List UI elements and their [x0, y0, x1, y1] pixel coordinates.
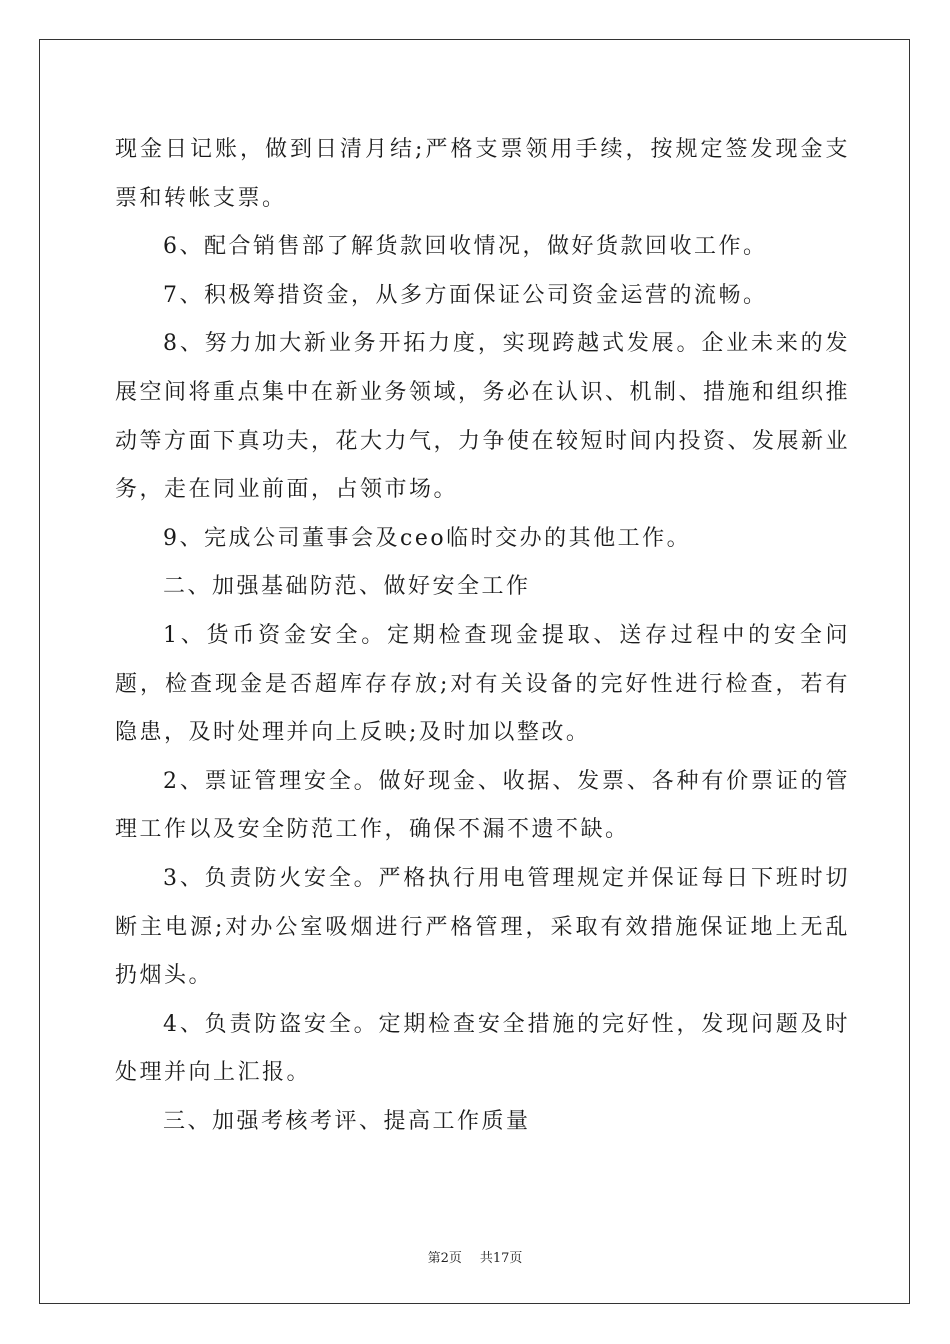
paragraph: 3、负责防火安全。严格执行用电管理规定并保证每日下班时切断主电源;对办公室吸烟进行严格管理，采取有效措施保证地上无乱扔烟头。: [115, 865, 850, 989]
document-body: [115, 126, 850, 1146]
paragraph: 8、努力加大新业务开拓力度，实现跨越式发展。企业未来的发展空间将重点集中在新业务领域，务必在认识、机制、措施和组织推动等方面下真功夫，花大力气，力争使在较短时间内投资、发展新业务，走在同业前面，占领市场。: [115, 331, 851, 503]
paragraph: 6、配合销售部了解货款回收情况，做好货款回收工作。: [163, 234, 768, 260]
paragraph: 7、积极筹措资金，从多方面保证公司资金运营的流畅。: [163, 282, 768, 308]
section-heading: 三、加强考核考评、提高工作质量: [163, 1108, 531, 1134]
paragraph: 9、完成公司董事会及ceo临时交办的其他工作。: [163, 525, 692, 551]
paragraph: 2、票证管理安全。做好现金、收据、发票、各种有价票证的管理工作以及安全防范工作，确保不漏不遗不缺。: [115, 768, 850, 843]
page-footer: [0, 1247, 950, 1266]
page-total: 共17页: [479, 1251, 523, 1266]
paragraph: 4、负责防盗安全。定期检查安全措施的完好性，发现问题及时处理并向上汇报。: [115, 1011, 850, 1086]
paragraph: 1、货币资金安全。定期检查现金提取、送存过程中的安全问题，检查现金是否超库存存放;对有关设备的完好性进行检查，若有隐患，及时处理并向上反映;及时加以整改。: [115, 622, 850, 746]
section-heading: 二、加强基础防范、做好安全工作: [163, 574, 531, 600]
page-number: 第2页: [427, 1251, 462, 1266]
paragraph: 现金日记账，做到日清月结;严格支票领用手续，按规定签发现金支票和转帐支票。: [115, 137, 850, 211]
